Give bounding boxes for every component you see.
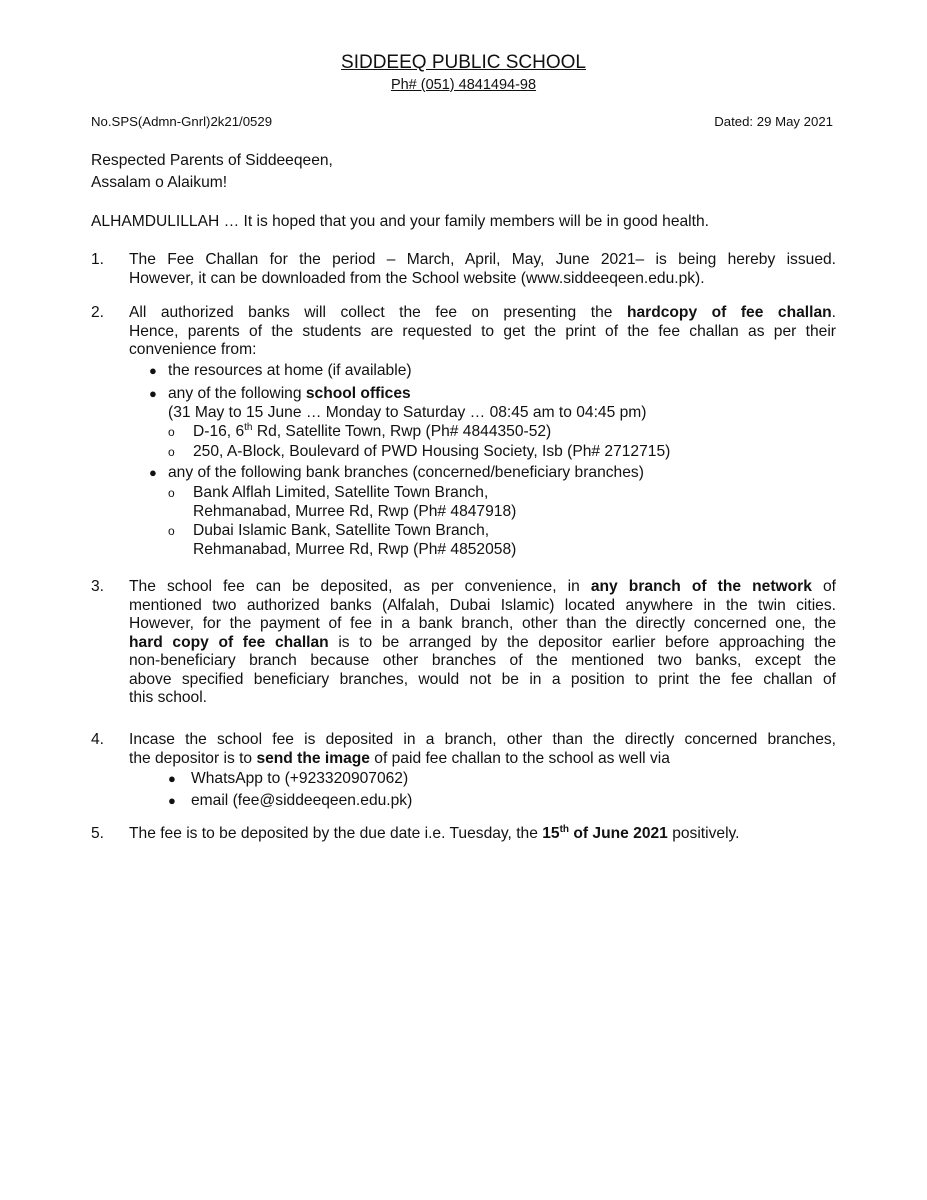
text-line: the depositor is to send the image of paid fee challan to the school as well via: [129, 749, 670, 767]
item-number: 2.: [91, 304, 105, 321]
circle-bullet-icon: o: [168, 486, 175, 500]
text-line: non-beneficiary branch because other branches of the mentioned two banks, except the: [129, 652, 836, 669]
item-text: [129, 825, 836, 844]
bold-text: any branch of the network: [590, 578, 812, 595]
sub-list-item: o Dubai Islamic Bank, Satellite Town Branch,: [168, 522, 490, 539]
school-name: SIDDEEQ PUBLIC SCHOOL: [341, 52, 586, 73]
circle-bullet-icon: o: [168, 524, 175, 538]
reference-number: No.SPS(Admn-Gnrl)2k21/0529: [91, 114, 273, 129]
circle-bullet-icon: o: [168, 445, 175, 459]
list-item: ● email (fee@siddeeqeen.edu.pk): [168, 792, 413, 809]
item-text: [129, 731, 836, 768]
item-number: 1.: [91, 251, 105, 268]
text-line: mentioned two authorized banks (Alfalah, Dubai Islamic) located anywhere in the twin cities.: [129, 596, 836, 614]
list-item: ● any of the following bank branches (concerned/beneficiary branches): [149, 464, 644, 481]
text-line: hard copy of fee challan is to be arranged by the depositor earlier before approaching the: [129, 633, 837, 651]
list-item: ● any of the following school offices: [149, 385, 411, 402]
sub-list-item: o 250, A-Block, Boulevard of PWD Housing Society, Isb (Ph# 2712715): [168, 443, 671, 460]
list-item: ● the resources at home (if available): [149, 362, 412, 379]
list-item: ● WhatsApp to (+923320907062): [168, 770, 409, 787]
bullet-icon: ●: [149, 465, 157, 480]
sub-list-continuation: Rehmanabad, Murree Rd, Rwp (Ph# 4847918): [193, 503, 517, 520]
item-number: 3.: [91, 578, 105, 595]
text-line: The fee is to be deposited by the due date i.e. Tuesday, the 15th of June 2021 positively.: [129, 823, 740, 842]
text-line: The Fee Challan for the period – March, April, May, June 2021– is being hereby issued.: [129, 251, 836, 268]
bullet-icon: ●: [168, 793, 176, 808]
text-line: Hence, parents of the students are requested to get the print of the fee challan as per their: [129, 322, 836, 340]
bullet-icon: ●: [149, 386, 157, 401]
item-number: 5.: [91, 825, 105, 842]
sub-list-item: o D-16, 6th Rd, Satellite Town, Rwp (Ph# 4844350-52): [168, 421, 552, 440]
text-line: The school fee can be deposited, as per convenience, in any branch of the network of: [129, 578, 837, 595]
text-line: However, it can be downloaded from the School website (www.siddeeqeen.edu.pk).: [129, 269, 705, 287]
text-line: All authorized banks will collect the fee on presenting the hardcopy of fee challan.: [129, 304, 836, 321]
item-number: 4.: [91, 731, 105, 748]
bullet-icon: ●: [168, 771, 176, 786]
bold-text: 15th of June 2021: [542, 823, 668, 842]
letter-date: Dated: 29 May 2021: [714, 114, 833, 129]
bold-text: hardcopy of fee challan: [626, 304, 832, 321]
text-line: However, for the payment of fee in a bank branch, other than the directly concerned one, the: [129, 615, 836, 632]
item-text: [129, 251, 836, 288]
office-hours: (31 May to 15 June … Monday to Saturday … 08:45 am to 04:45 pm): [168, 404, 647, 421]
text-line: above specified beneficiary branches, would not be in a position to print the fee challan of: [129, 670, 836, 688]
item-text: [129, 304, 836, 360]
salutation: [91, 150, 333, 194]
bold-text: hard copy of fee challan: [129, 633, 329, 651]
sub-list-continuation: Rehmanabad, Murree Rd, Rwp (Ph# 4852058): [193, 541, 517, 558]
sub-list-item: o Bank Alflah Limited, Satellite Town Branch,: [168, 484, 489, 501]
bold-text: school offices: [305, 385, 411, 402]
salutation-line: Respected Parents of Siddeeqeen,: [91, 152, 333, 169]
greeting-line: Assalam o Alaikum!: [91, 174, 228, 191]
bold-text: send the image: [256, 749, 370, 767]
bullet-icon: ●: [149, 363, 157, 378]
circle-bullet-icon: o: [168, 425, 175, 439]
intro-paragraph: ALHAMDULILLAH … It is hoped that you and your family members will be in good health.: [91, 213, 709, 230]
text-line: convenience from:: [129, 341, 257, 358]
text-line: Incase the school fee is deposited in a branch, other than the directly concerned branches,: [129, 731, 836, 748]
text-line: this school.: [129, 689, 208, 706]
school-phone: Ph# (051) 4841494-98: [390, 77, 537, 93]
item-text: [129, 578, 836, 708]
